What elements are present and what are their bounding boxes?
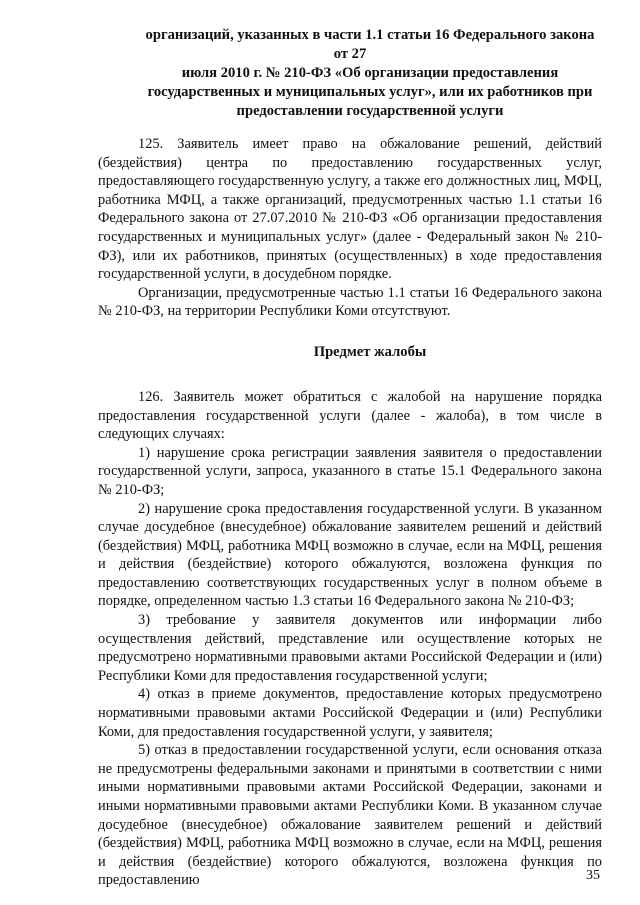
section-title: Предмет жалобы: [313, 343, 427, 360]
list-item-5: 5) отказ в предоставлении государственной услуги, если основания отказа не предусмотрены федеральными законами и принятыми в соответствии с ними иными нормативными правовыми актами Российской Федерации, законами и иными нормативными правовыми актами Республики Коми. В указанном случае досудебное (внесудебное) обжалование заявителем решений и действий (бездействия) МФЦ, работника МФЦ возможно в случае, если на МФЦ, решения и действия (бездействие) которого обжалуются, возложена функция по предоставлению: [98, 742, 602, 889]
top-text: [98, 135, 602, 321]
page-number: 35: [586, 868, 600, 883]
heading-line-3: государственных и муниципальных услуг», или их работников при: [147, 84, 593, 100]
paragraph-126: 126. Заявитель может обратиться с жалобой на нарушение порядка предоставления государственной услуги (далее - жалоба), в том числе в следующих случаях:: [98, 388, 602, 443]
list-item-3: 3) требование у заявителя документов или информации либо осуществления действий, представление или осуществление которых не предусмотрено нормативными правовыми актами Российской Федерации и (или) Республики Коми для предоставления государственной услуги;: [98, 612, 602, 684]
heading-line-4: предоставлении государственной услуги: [236, 103, 504, 119]
list-item-2: 2) нарушение срока предоставления государственной услуги. В указанном случае досудебное (внесудебное) обжалование заявителем решений и действий (бездействия) МФЦ, работника МФЦ возможно в случае, если на МФЦ, решения и действия (бездействие) которого обжалуются, возложена функция по предоставлению соответствующих государственных услуг в полном объеме в порядке, определенном частью 1.3 статьи 16 Федерального закона № 210-ФЗ;: [98, 500, 602, 610]
body-text: [98, 388, 602, 890]
spacer: [98, 121, 602, 135]
list-item-1: 1) нарушение срока регистрации заявления заявителя о предоставлении государственной услуги, запроса, указанного в статье 15.1 Федерального закона № 210-ФЗ;: [98, 444, 602, 498]
list-item-4: 4) отказ в приеме документов, предоставление которых предусмотрено нормативными правовыми актами Российской Федерации и (или) Республики Коми, для предоставления государственной услуги, у заявителя;: [98, 686, 602, 740]
paragraph-125: 125. Заявитель имеет право на обжалование решений, действий (бездействия) центра по предоставлению государственных услуг, предоставляющего государственную услугу, а также его должностных лиц, МФЦ, работника МФЦ, а также организаций, предусмотренных частью 1.1 статьи 16 Федерального закона от 27.07.2010 № 210-ФЗ «Об организации предоставления государственных и муниципальных услуг» (далее - Федеральный закон № 210-ФЗ), или их работников, принятых (осуществленных) в ходе предоставления государственной услуги, в досудебном порядке.: [98, 136, 602, 283]
heading-line-2: июля 2010 г. № 210-ФЗ «Об организации предоставления: [181, 65, 559, 81]
paragraph-organizations: Организации, предусмотренные частью 1.1 статьи 16 Федерального закона № 210-ФЗ, на территории Республики Коми отсутствуют.: [98, 284, 602, 320]
heading-line-1: организаций, указанных в части 1.1 статьи 16 Федерального закона от 27: [145, 27, 595, 62]
section-heading: [98, 26, 602, 121]
